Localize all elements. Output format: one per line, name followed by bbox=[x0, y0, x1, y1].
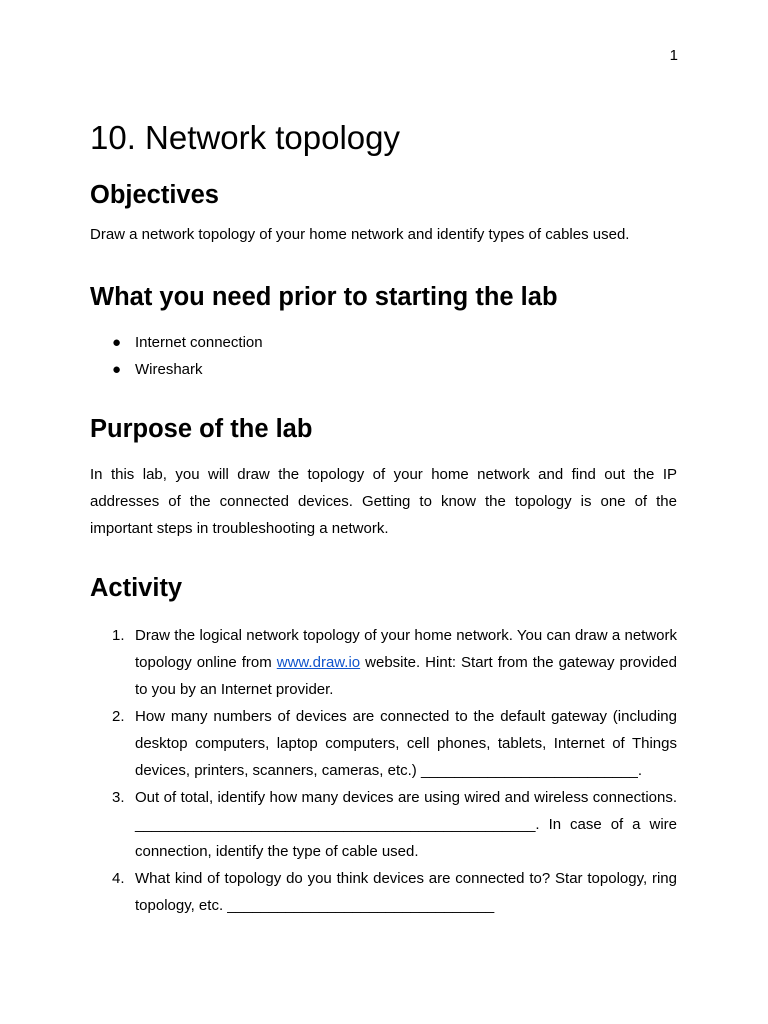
activity-item bbox=[90, 703, 677, 784]
activity-item-text: Out of total, identify how many devices are using wired and wireless connections. ________________________________________________. In case of a wire connection, identify the type of cable used. bbox=[135, 789, 677, 860]
activity-item bbox=[90, 865, 677, 919]
document-title: 10. Network topology bbox=[90, 119, 401, 156]
activity-item-number: 3. bbox=[112, 789, 125, 806]
activity-item-text: What kind of topology do you think devices are connected to? Star topology, ring topology, etc. ________________________________ bbox=[135, 870, 677, 914]
activity-item-text: Draw the logical network topology of your home network. You can draw a network topology online from bbox=[135, 627, 677, 671]
bullet-icon: ● bbox=[112, 361, 122, 378]
page-number: 1 bbox=[669, 47, 678, 64]
prerequisite-label: Wireshark bbox=[135, 361, 203, 378]
objectives-text: Draw a network topology of your home network and identify types of cables used. bbox=[90, 226, 630, 243]
activity-item-text: website. Hint: Start from the gateway provided to you by an Internet provider. bbox=[135, 654, 677, 698]
activity-item bbox=[90, 784, 677, 865]
activity-item-text: How many numbers of devices are connected to the default gateway (including desktop computers, laptop computers, cell phones, tablets, Internet of Things devices, printers, scanners, cameras, etc.) __________________________. bbox=[135, 708, 677, 779]
prerequisites-heading: What you need prior to starting the lab bbox=[90, 283, 558, 311]
activity-item bbox=[90, 622, 677, 703]
objectives-heading: Objectives bbox=[90, 181, 219, 209]
purpose-text: In this lab, you will draw the topology of your home network and find out the IP addresses of the connected devices. Getting to know the topology is one of the important steps in troubleshooting a network. bbox=[90, 466, 677, 537]
activity-item-number: 1. bbox=[112, 627, 125, 644]
list-item bbox=[90, 329, 677, 356]
bullet-icon: ● bbox=[112, 334, 122, 351]
purpose-heading: Purpose of the lab bbox=[90, 415, 313, 443]
drawio-link[interactable]: www.draw.io bbox=[276, 654, 361, 671]
activity-item-number: 4. bbox=[112, 870, 125, 887]
prerequisite-label: Internet connection bbox=[135, 334, 263, 351]
activity-heading: Activity bbox=[90, 574, 183, 602]
list-item bbox=[90, 356, 677, 383]
activity-list bbox=[90, 622, 677, 919]
prerequisites-list bbox=[90, 329, 677, 383]
document-body bbox=[90, 118, 677, 919]
activity-item-number: 2. bbox=[112, 708, 125, 725]
